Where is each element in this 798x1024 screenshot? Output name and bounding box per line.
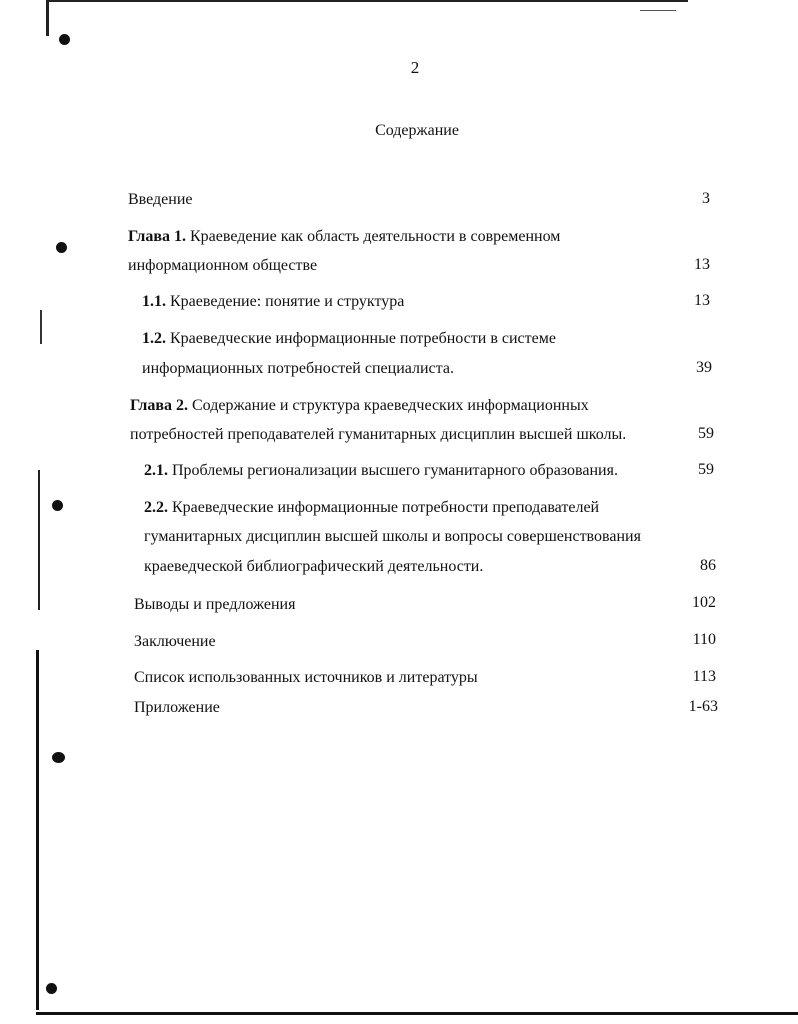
toc-entry-chapter-2-cont: потребностей преподавателей гуманитарных дисциплин высшей школы. xyxy=(130,426,627,443)
toc-entry-prefix: 1.1. xyxy=(142,293,166,310)
toc-page-number: 102 xyxy=(692,594,716,611)
toc-page-number: 3 xyxy=(702,190,710,207)
scan-edge-left xyxy=(36,650,39,1010)
toc-page-number: 13 xyxy=(694,292,710,309)
toc-entry-chapter-1 xyxy=(128,227,560,247)
toc-page-number: 59 xyxy=(698,425,714,442)
punch-hole xyxy=(52,500,63,511)
page-number: 2 xyxy=(410,58,420,77)
scan-edge-left xyxy=(40,310,42,344)
toc-entry-text: Краеведение как область деятельности в современном xyxy=(186,228,561,245)
scan-edge-top xyxy=(48,0,688,2)
toc-page-number: 113 xyxy=(692,668,716,685)
toc-page-number: 86 xyxy=(700,557,716,574)
toc-entry-section-1-1 xyxy=(142,292,404,312)
punch-hole xyxy=(46,983,57,994)
toc-entry-prefix: Глава 1. xyxy=(128,228,186,245)
toc-entry-prefix: 2.2. xyxy=(144,499,168,516)
toc-entry-intro xyxy=(128,190,193,210)
toc-page-number: 39 xyxy=(696,359,712,376)
scan-edge-bottom xyxy=(36,1012,798,1015)
toc-entry-text: Краеведение: понятие и структура xyxy=(166,293,405,310)
toc-entry-prefix: 1.2. xyxy=(142,330,166,347)
toc-entry-chapter-2 xyxy=(130,396,589,416)
toc-entry-section-1-2-cont: информационных потребностей специалиста. xyxy=(142,360,454,377)
toc-entry-text: Проблемы регионализации высшего гуманитарного образования. xyxy=(168,462,618,479)
toc-entry-sources: Список использованных источников и литературы xyxy=(134,669,478,686)
toc-entry-section-2-2 xyxy=(144,498,599,518)
toc-entry-final: Заключение xyxy=(134,633,216,650)
toc-entry-prefix: 2.1. xyxy=(144,462,168,479)
toc-page-number: 110 xyxy=(692,631,716,648)
toc-entry-section-2-2-cont: краеведческой библиографический деятельности. xyxy=(144,558,484,575)
toc-page-number: 1-63 xyxy=(688,698,718,715)
toc-page-number: 13 xyxy=(694,256,710,273)
toc-entry-section-2-1 xyxy=(144,461,618,481)
scan-edge-left xyxy=(46,0,49,36)
scan-mark xyxy=(640,10,676,11)
toc-entry-text: Краеведческие информационные потребности в системе xyxy=(166,330,556,347)
punch-hole xyxy=(56,242,67,253)
toc-entry-text: Содержание и структура краеведческих информационных xyxy=(188,397,589,414)
toc-entry-conclusions: Выводы и предложения xyxy=(134,596,296,613)
toc-page-number: 59 xyxy=(698,461,714,478)
toc-entry-chapter-1-cont: информационном обществе xyxy=(128,257,318,274)
scan-edge-left xyxy=(38,470,40,610)
toc-entry-section-1-2 xyxy=(142,329,556,349)
toc-entry-section-2-2-cont: гуманитарных дисциплин высшей школы и вопросы совершенствования xyxy=(144,528,641,545)
toc-title: Содержание xyxy=(375,122,459,139)
toc-entry-appendix: Приложение xyxy=(134,699,220,716)
toc-entry-text: Краеведческие информационные потребности преподавателей xyxy=(168,499,600,516)
toc-entry-text: Введение xyxy=(128,191,193,208)
toc-entry-prefix: Глава 2. xyxy=(130,397,188,414)
punch-hole xyxy=(59,34,70,45)
punch-hole xyxy=(52,752,65,763)
